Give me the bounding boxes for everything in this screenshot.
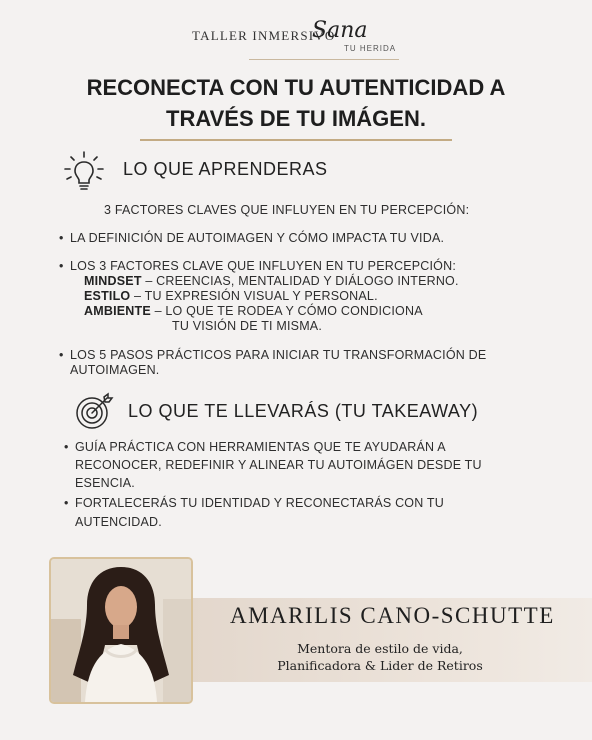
lightbulb-icon <box>62 150 106 194</box>
learn-bullet-1: • LA DEFINICIÓN DE AUTOIMAGEN Y CÓMO IMPACTA TU VIDA. <box>70 230 444 246</box>
factor-ambiente-key: AMBIENTE <box>84 304 151 318</box>
host-photo <box>49 557 193 704</box>
takeaway-bullet-2: • FORTALECERÁS TU IDENTIDAD Y RECONECTARÁS CON TU <box>75 495 444 511</box>
host-role-line-2: Planificadora & Lider de Retiros <box>277 658 483 673</box>
title-line-1: RECONECTA CON TU AUTENTICIDAD A <box>86 75 506 100</box>
learn-bullet-3-cont: AUTOIMAGEN. <box>70 363 160 377</box>
host-name: AMARILIS CANO-SCHUTTE <box>230 603 555 628</box>
factor-estilo-key: ESTILO <box>84 289 131 303</box>
target-arrow-icon <box>74 391 114 431</box>
brand-script-logo: Sana <box>312 18 368 43</box>
factor-estilo-text: – TU EXPRESIÓN VISUAL Y PERSONAL. <box>130 289 378 303</box>
host-role-line-1: Mentora de estilo de vida, <box>297 641 463 656</box>
brand-underline <box>249 59 399 60</box>
factor-ambiente <box>84 303 423 319</box>
takeaway-bullet-1-cont-2: ESENCIA. <box>75 476 135 490</box>
host-role <box>270 640 490 674</box>
factor-mindset <box>84 273 459 289</box>
factor-ambiente-cont: TU VISIÓN DE TI MISMA. <box>172 319 323 333</box>
learn-heading: LO QUE APRENDERAS <box>123 159 328 179</box>
brand-workshop-label: TALLER INMERSIVO <box>192 28 336 43</box>
brand-subtitle: TU HERIDA <box>344 44 397 53</box>
takeaway-bullet-1: • GUÍA PRÁCTICA CON HERRAMIENTAS QUE TE AYUDARÁN A <box>75 439 446 455</box>
takeaway-bullet-2-cont: AUTENCIDAD. <box>75 515 162 529</box>
learn-bullet-2: • LOS 3 FACTORES CLAVE QUE INFLUYEN EN TU PERCEPCIÓN: <box>70 258 456 274</box>
title-line-2: TRAVÉS DE TU IMÁGEN. <box>166 106 426 131</box>
takeaway-heading: LO QUE TE LLEVARÁS (TU TAKEAWAY) <box>128 401 479 421</box>
brand-header <box>0 18 592 62</box>
factor-mindset-text: – CREENCIAS, MENTALIDAD Y DIÁLOGO INTERNO. <box>141 274 459 288</box>
learn-intro: 3 FACTORES CLAVES QUE INFLUYEN EN TU PERCEPCIÓN: <box>104 203 470 217</box>
takeaway-bullet-1-cont-1: RECONOCER, REDEFINIR Y ALINEAR TU AUTOIMÁGEN DESDE TU <box>75 458 482 472</box>
page-title <box>40 72 552 134</box>
factor-ambiente-text: – LO QUE TE RODEA Y CÓMO CONDICIONA <box>150 304 423 318</box>
title-divider <box>140 139 452 141</box>
factor-estilo <box>84 288 378 304</box>
factor-mindset-key: MINDSET <box>84 274 142 288</box>
learn-bullet-3: • LOS 5 PASOS PRÁCTICOS PARA INICIAR TU TRANSFORMACIÓN DE <box>70 347 486 363</box>
